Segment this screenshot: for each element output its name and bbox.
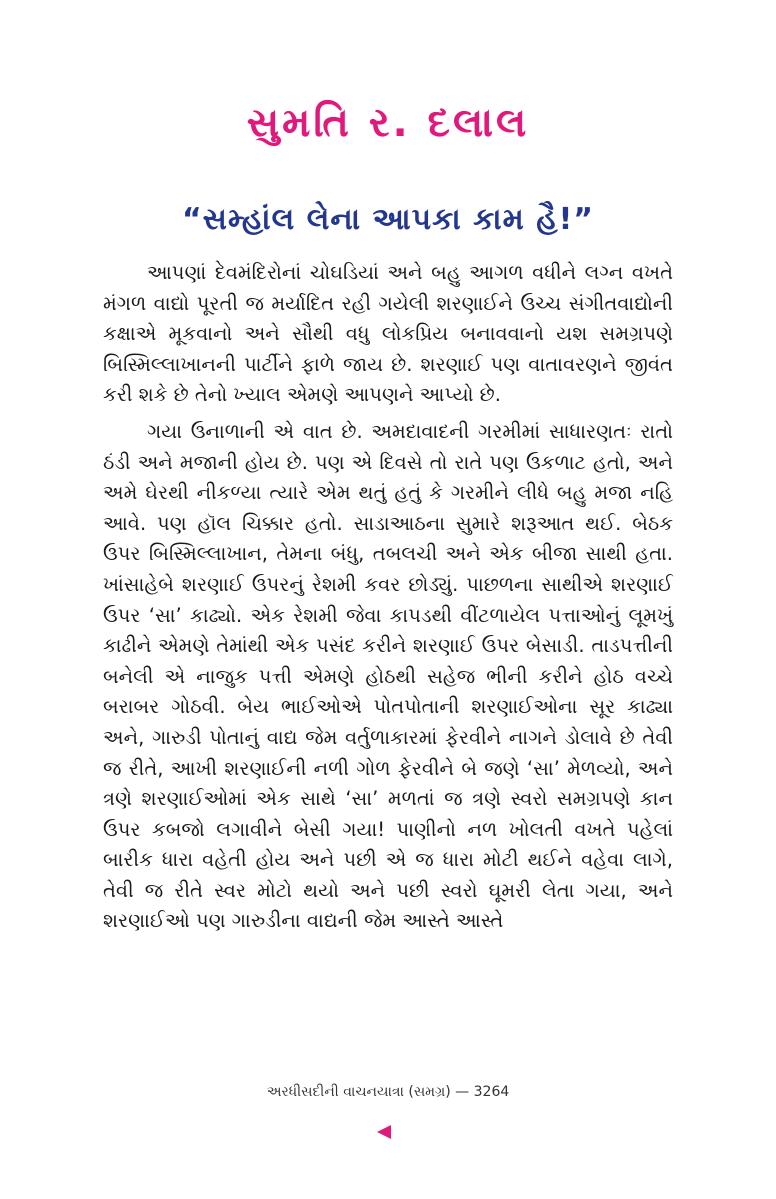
page-footer: અરધીસદીની વાચનયાત્રા (સમગ્ર) — 3264 [266,1084,510,1100]
triangle-left-icon[interactable] [377,1125,391,1139]
article-body [103,258,673,943]
article-title: “સમ્હાંલ લેના આપકા કામ હૈ!” [181,202,595,237]
paragraph-1: આપણાં દેવમંદિરોનાં ચોઘડિયાં અને બહુ આગળ વધીને લગ્ન વખતે મંગળ વાદ્યો પૂરતી જ મર્યાદિત રહી ગયેલી શરણાઈને ઉચ્ચ સંગીતવાદ્યોની કક્ષાએ મૂકવાનો અને સૌથી વધુ લોકપ્રિય બનાવવાનો યશ સમગ્રપણે બિસ્મિલ્લાખાનની પાર્ટીને ફાળે જાય છે. શરણાઈ પણ વાતાવરણને જીવંત કરી શકે છે તેનો ખ્યાલ એમણે આપણને આપ્યો છે. [103,261,673,407]
paragraph-2: ગયા ઉનાળાની એ વાત છે. અમદાવાદની ગરમીમાં સાધારણતઃ રાતો ઠંડી અને મજાની હોય છે. પણ એ દિવસે તો રાતે પણ ઉકળાટ હતો, અને અમે ઘેરથી નીકળ્યા ત્યારે એમ થતું હતું કે ગરમીને લીધે બહુ મજા નહિ આવે. પણ હૉલ ચિક્કાર હતો. સાડાઆઠના સુમારે શરૂઆત થઈ. બેઠક ઉપર બિસ્મિલ્લાખાન, તેમના બંધુ, તબલચી અને એક બીજા સાથી હતા. ખાંસાહેબે શરણાઈ ઉપરનું રેશમી કવર છોડ્યું. પાછળના સાથીએ શરણાઈ ઉપર ‘સા’ કાઢ્યો. એક રેશમી જેવા કાપડથી વીંટળાયેલ પત્તાઓનું લૂમખું કાઢીને એમણે તેમાંથી એક પસંદ કરીને શરણાઈ ઉપર બેસાડી. તાડપત્તીની બનેલી એ નાજુક પત્તી એમણે હોઠથી સહેજ ભીની કરીને હોઠ વચ્ચે બરાબર ગોઠવી. બેય ભાઈઓએ પોતપોતાની શરણાઈઓના સૂર કાઢ્યા અને, ગારુડી પોતાનું વાદ્ય જેમ વર્તુળાકારમાં ફેરવીને નાગને ડોલાવે છે તેવી જ રીતે, આખી શરણાઈની નળી ગોળ ફેરવીને બે જણે ‘સા’ મેળવ્યો, અને ત્રણે શરણાઈઓમાં એક સાથે ‘સા’ મળતાં જ ત્રણે સ્વરો સમગ્રપણે કાન ઉપર કબજો લગાવીને બેસી ગયા! પાણીનો નળ ખોલતી વખતે પહેલાં બારીક ધારા વહેતી હોય અને પછી એ જ ધારા મોટી થઈને વહેવા લાગે, તેવી જ રીતે સ્વર મોટો થયો અને પછી સ્વરો ઘૂમરી લેતા ગયા, અને શરણાઈઓ પણ ગારુડીના વાદ્યની જેમ આસ્તે આસ્તે [103,419,673,933]
author-name: સુમતિ ર. દલાલ [246,100,530,146]
